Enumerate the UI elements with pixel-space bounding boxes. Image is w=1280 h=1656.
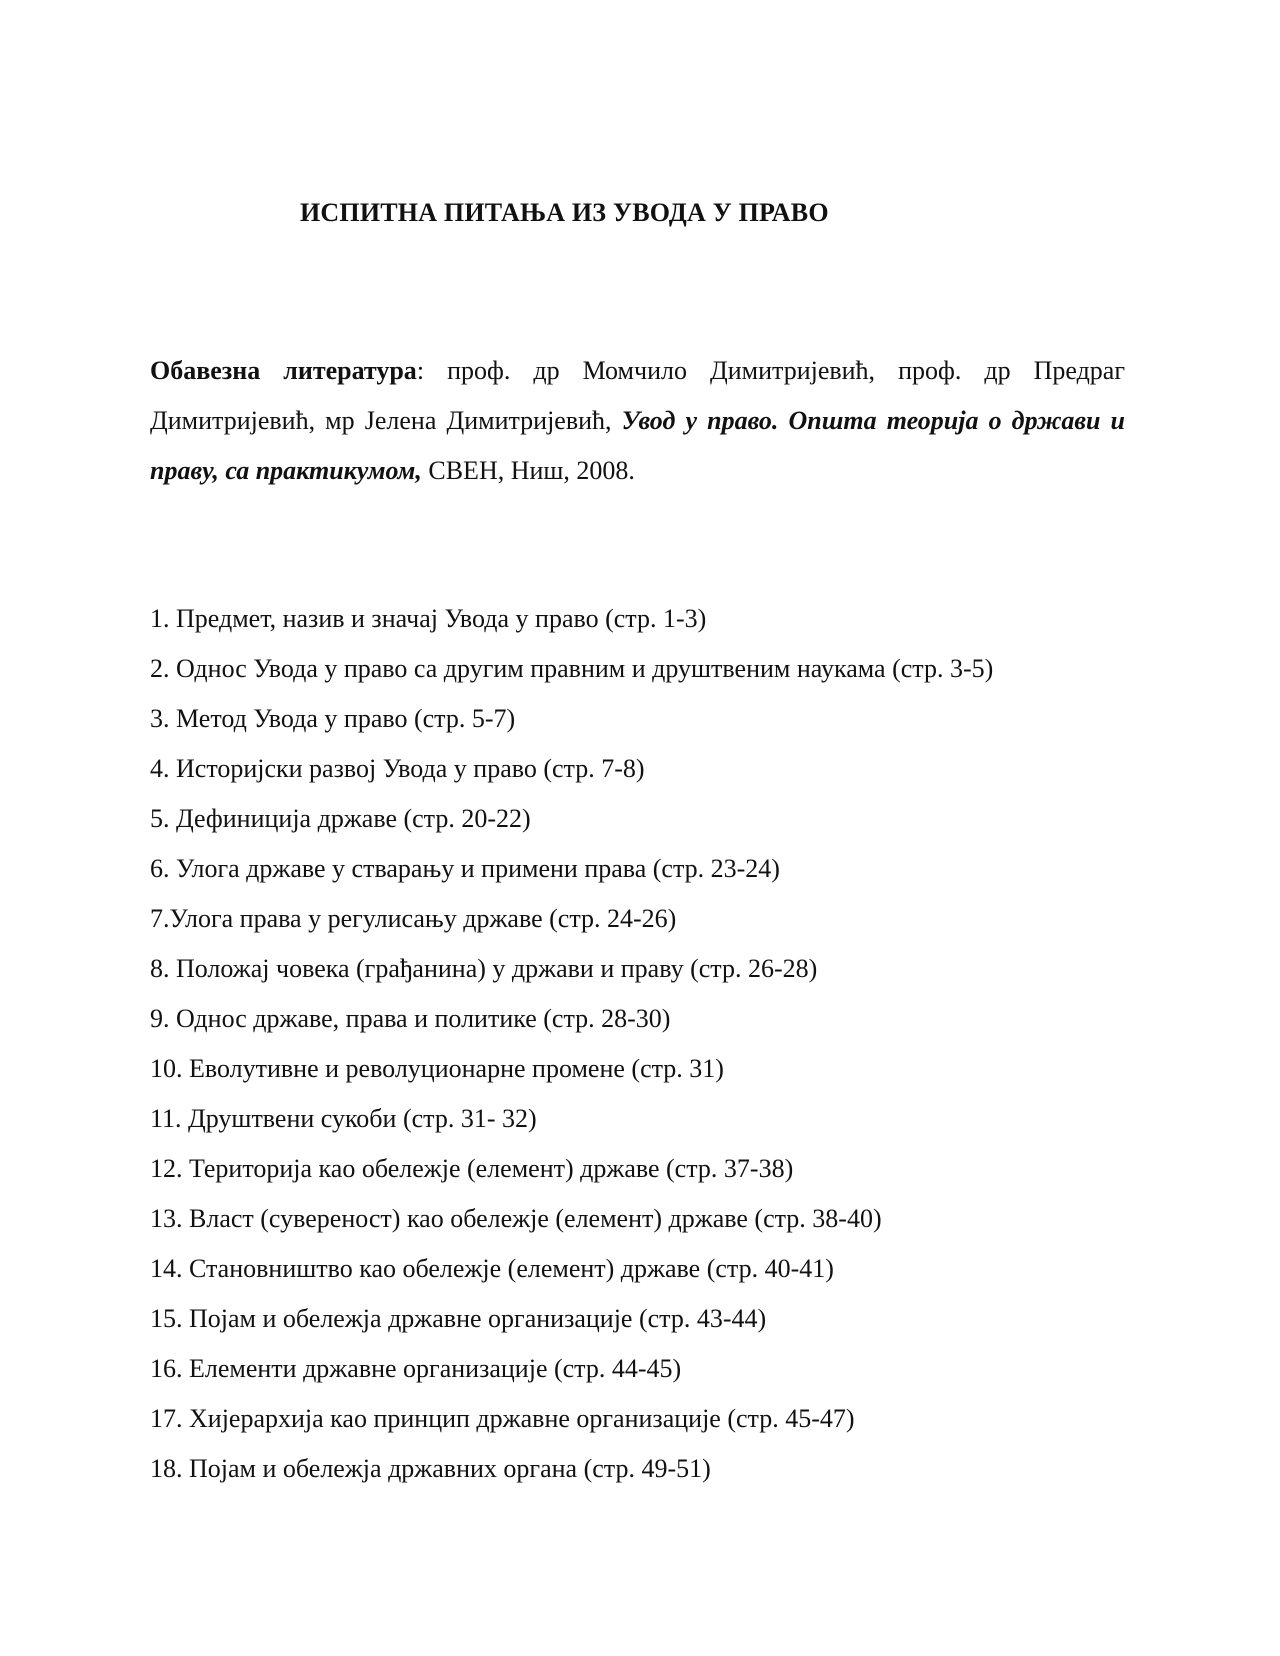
question-item: 4. Историјски развој Увода у право (стр. 7-8) xyxy=(150,754,645,783)
literature-authors: проф. др Момчило Димитријевић, проф. др Предраг Димитријевић, мр Јелена Димитријевић, xyxy=(150,356,1125,435)
literature-publisher: СВЕН, Ниш, 2008. xyxy=(421,456,635,485)
question-item: 17. Хијерархија као принцип државне организације (стр. 45-47) xyxy=(150,1404,855,1433)
question-item: 11. Друштвени сукоби (стр. 31- 32) xyxy=(150,1104,537,1133)
question-item: 9. Однос државе, права и политике (стр. 28-30) xyxy=(150,1004,671,1033)
question-item: 8. Положај човека (грађанина) у држави и праву (стр. 26-28) xyxy=(150,954,818,983)
question-item: 5. Дефиниција државе (стр. 20-22) xyxy=(150,804,531,833)
literature-label: Обавезна литература xyxy=(150,356,417,385)
question-item: 7.Улога права у регулисању државе (стр. 24-26) xyxy=(150,904,677,933)
question-item: 12. Територија као обележје (елемент) државе (стр. 37-38) xyxy=(150,1154,794,1183)
question-list xyxy=(150,594,993,1494)
question-item: 14. Становништво као обележје (елемент) државе (стр. 40-41) xyxy=(150,1254,834,1283)
literature-book-title: Увод у право. Општа теорија о држави и праву, са практикумом, xyxy=(150,406,1125,485)
question-item: 18. Појам и обележја државних органа (стр. 49-51) xyxy=(150,1454,711,1483)
question-item: 16. Елементи државне организације (стр. 44-45) xyxy=(150,1354,682,1383)
question-item: 2. Однос Увода у право са другим правним и друштвеним наукама (стр. 3-5) xyxy=(150,654,994,683)
question-item: 3. Метод Увода у право (стр. 5-7) xyxy=(150,704,516,733)
question-item: 6. Улога државе у стварању и примени права (стр. 23-24) xyxy=(150,854,780,883)
question-item: 1. Предмет, назив и значај Увода у право (стр. 1-3) xyxy=(150,604,707,633)
literature-colon: : xyxy=(416,356,448,385)
literature-paragraph xyxy=(150,346,1125,496)
document-title: ИСПИТНА ПИТАЊА ИЗ УВОДА У ПРАВО xyxy=(300,198,829,227)
question-item: 10. Еволутивне и револуционарне промене (стр. 31) xyxy=(150,1054,724,1083)
question-item: 15. Појам и обележја државне организације (стр. 43-44) xyxy=(150,1304,767,1333)
question-item: 13. Власт (сувереност) као обележје (елемент) државе (стр. 38-40) xyxy=(150,1204,882,1233)
